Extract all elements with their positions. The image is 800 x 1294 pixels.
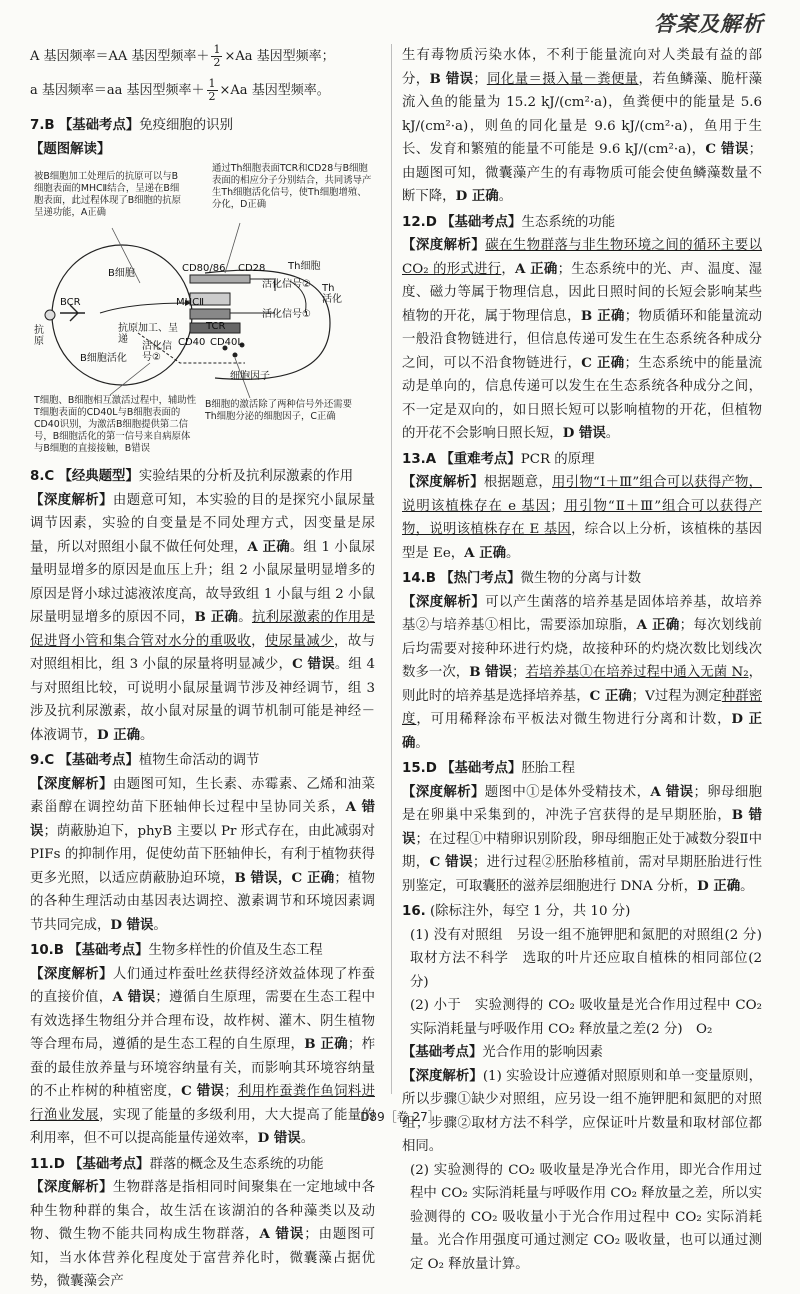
caption-bottom-left: T细胞、B细胞相互激活过程中，辅助性T细胞表面的CD40L与B细胞表面的CD40识别，为激活B细胞提供第二信号，B细胞活化的第一信号来自病原体与B细胞的直接接触，B错误 — [34, 395, 197, 454]
verdict: A 正确 — [636, 617, 680, 633]
analysis-tag: 【深度解析】 — [402, 594, 486, 610]
label-b-cell: B细胞 — [108, 268, 135, 279]
caption-top-left: 被B细胞加工处理后的抗原可以与B细胞表面的MHCⅡ结合，呈递在B细胞表面，此过程体现了B细胞的抗原呈递功能，A正确 — [34, 171, 182, 218]
text-span: ，故与对照组相比，组 3 小鼠的尿量将明显减少， — [30, 633, 376, 672]
verdict: A 错误 — [650, 783, 694, 800]
question-topic: 生态系统的功能 — [521, 214, 616, 230]
label-b-activation: B细胞活化 — [80, 353, 127, 364]
question-topic: PCR 的原理 — [520, 451, 595, 467]
question-10-heading — [30, 939, 375, 963]
figure-interpretation-heading: 【题图解读】 — [30, 141, 111, 157]
text-span: ；Ⅴ过程为测定 — [631, 688, 722, 704]
question-tag: 【重难考点】 — [440, 451, 521, 467]
text-span: ；柞蚕的最佳放养量与环境容纳量有关，而影响其环境容纳量的不止柞树的种植密度， — [30, 1037, 376, 1099]
verdict: D 正确 — [697, 877, 741, 894]
verdict: C 错误 — [429, 854, 473, 870]
verdict: D 错误 — [257, 1130, 301, 1146]
question-15-analysis — [402, 781, 762, 899]
fraction-1 — [211, 44, 222, 69]
underlined-text: 利用柞蚕粪作鱼饲料进行渔业发展 — [30, 1084, 376, 1123]
question-8-heading — [30, 465, 375, 489]
question-tag: 【基础考点】 — [441, 214, 522, 230]
question-number: 13.A — [402, 451, 437, 467]
question-8-analysis — [30, 489, 375, 748]
verdict: D 正确 — [455, 188, 499, 204]
text-span: ；植物的各种生理活动由基因表达调控、激素调节和环境因素调节共同完成， — [30, 870, 376, 933]
text-span: ； — [473, 71, 487, 87]
question-13-analysis — [402, 471, 762, 565]
formula-1-lhs: A 基因频率＝AA 基因型频率＋ — [30, 49, 210, 64]
verdict: D 错误 — [110, 916, 154, 933]
formula-2-rhs: ×Aa 基因型频率。 — [219, 83, 330, 98]
label-cd80-86: CD80/86 — [182, 263, 226, 274]
answer-2: (2) 小于 实验测得的 CO₂ 吸收量是光合作用过程中 CO₂ 实际消耗量与呼吸作用 CO₂ 释放量之差(2 分) O₂ — [410, 998, 762, 1037]
score-note: (除标注外，每空 1 分，共 10 分) — [430, 904, 631, 919]
question-9-heading — [30, 749, 375, 773]
question-16-topic — [402, 1041, 762, 1065]
verdict: A 错误 — [112, 989, 156, 1005]
analysis-tag: 【深度解析】 — [402, 475, 484, 490]
question-number: 11.D — [30, 1156, 65, 1172]
verdict: B 正确 — [304, 1036, 348, 1052]
verdict: D 错误 — [562, 425, 606, 441]
fraction-2-den: 2 — [208, 90, 216, 103]
text-span: ， — [251, 633, 265, 649]
question-topic: 免疫细胞的识别 — [139, 118, 233, 133]
underlined-text: 用引物“Ⅱ＋Ⅲ”组合可以获得产物，说明该植株存在 E 基因 — [402, 498, 762, 537]
question-12-analysis — [402, 234, 762, 446]
question-tag: 【经典题型】 — [58, 469, 139, 484]
verdict: B 错误，C 正确 — [234, 869, 335, 886]
text-span: ；由题图可知，微囊藻产生的有毒物质可能会使鱼鳞藻数量不断下降， — [402, 142, 762, 204]
question-number: 16. — [402, 904, 426, 919]
question-number: 15.D — [402, 761, 437, 776]
label-cd40l: CD40L — [210, 337, 243, 348]
text-span: ；荫蔽胁迫下，phyB 主要以 Pr 形式存在，由此减弱对 PIFs 的抑制作用，促使幼苗下胚轴伸长，有利于植物获得更多光照，以适应荫蔽胁迫环境， — [30, 823, 376, 886]
question-tag: 【基础考点】 — [69, 1156, 150, 1172]
fraction-2-num: 1 — [208, 77, 216, 90]
verdict: B 错误 — [402, 807, 763, 847]
text-span: 生物群落是指相同时间聚集在一定地域中各种生物种群的集合，故生活在该湖泊的各种藻类以及动物、微生物不能共同构成生物群落， — [30, 1180, 376, 1242]
label-mhc: MHCⅡ — [176, 297, 205, 308]
fraction-1-den: 2 — [213, 56, 221, 69]
question-14-heading — [402, 567, 762, 591]
question-9-analysis — [30, 773, 375, 938]
label-tcr: TCR — [206, 321, 226, 332]
text-span: 。 — [140, 727, 154, 743]
verdict: A 正确 — [514, 260, 558, 277]
text-span: ； — [512, 665, 526, 680]
formula-a-small-frequency — [30, 76, 375, 106]
question-7-heading — [30, 114, 375, 138]
question-tag: 【基础考点】 — [58, 753, 139, 768]
underlined-text: 使尿量减少 — [264, 633, 334, 649]
text-span: ； — [224, 1084, 238, 1099]
verdict: B 错误 — [469, 664, 513, 680]
text-span: 根据题意， — [483, 475, 553, 490]
text-span: 。组 4 与对照组比较，可说明小鼠尿量调节涉及神经调节，组 3 涉及抗利尿激素，故小鼠对尿量的调节机制可能是神经－体液调节， — [30, 657, 376, 743]
label-antigen: 抗原 — [34, 325, 44, 347]
question-11-continued — [402, 44, 762, 209]
underlined-text: 用引物“Ⅰ＋Ⅲ”组合可以获得产物，说明该植株存在 e 基因 — [402, 475, 762, 514]
analysis-tag: 【深度解析】 — [402, 1068, 483, 1084]
question-topic: 光合作用的影响因素 — [482, 1045, 603, 1060]
text-span: 。 — [505, 545, 520, 561]
verdict: C 错误 — [181, 1083, 225, 1099]
label-th-activation: Th活化 — [322, 283, 342, 305]
verdict: A 正确 — [247, 538, 290, 555]
answer-1: (1) 没有对照组 另设一组不施钾肥和氮肥的对照组(2 分) 取材方法不科学 选取的叶片还应取自植株的相同部位(2 分) — [410, 927, 776, 990]
verdict: D 正确 — [402, 711, 763, 751]
question-15-heading — [402, 757, 762, 781]
text-span: ，则此时的培养基是选择培养基， — [402, 665, 763, 704]
question-11-heading — [30, 1153, 375, 1177]
text-span: 由题图可知，生长素、赤霉素、乙烯和油菜素甾醇在调控幼苗下胚轴伸长过程中呈协同关系， — [30, 776, 376, 815]
verdict: C 正确 — [581, 354, 625, 371]
text-span: 。 — [605, 426, 620, 441]
text-span: ，实现了能量的多级利用，大大提高了能量的利用率，但不可以提高能量传递效率， — [30, 1107, 376, 1146]
text-span: ， — [501, 261, 515, 277]
question-number: 8.C — [30, 469, 55, 484]
question-tag: 【基础考点】 — [68, 943, 149, 958]
question-tag: 【基础考点】 — [58, 118, 140, 133]
verdict: C 错误 — [705, 141, 749, 157]
header-title: 答案及解析 — [654, 12, 764, 36]
label-activation-signal: 活化信号② — [142, 341, 172, 363]
right-column — [402, 44, 776, 1276]
verdict: B 正确 — [580, 307, 625, 324]
verdict: B 错误 — [429, 70, 474, 87]
question-topic: 群落的概念及生态系统的功能 — [149, 1156, 324, 1172]
analysis-tag: 【深度解析】 — [402, 238, 486, 253]
label-th-cell: Th细胞 — [288, 261, 321, 272]
text-span: ；物质循环和能量流动一般沿食物链进行，但信息传递可发生在生态系统各种成分之间，可以不沿食物链进行， — [402, 308, 763, 371]
b-cell-shape — [52, 245, 192, 385]
text-span: 。 — [498, 189, 513, 204]
text-span: ；进行过程②胚胎移植前，需对早期胚胎进行性别鉴定，可取囊胚的滋养层细胞进行 DNA 分析， — [402, 855, 763, 894]
text-span: ；卵母细胞是在卵巢中采集到的，冲洗子宫获得的是早期胚胎， — [402, 784, 763, 823]
text-span: ，综合以上分析，该植株的基因型是 Ee， — [402, 522, 762, 561]
question-number: 7.B — [30, 118, 55, 133]
fraction-2 — [207, 78, 218, 103]
text-span: 。 — [740, 878, 754, 894]
question-topic: 实验结果的分析及抗利尿激素的作用 — [138, 469, 354, 484]
formula-1-rhs: ×Aa 基因型频率； — [224, 49, 335, 64]
question-number: 9.C — [30, 753, 55, 768]
verdict: C 正确 — [589, 687, 632, 704]
text-span: ，若鱼鳞藻、脆杆藻流入鱼的能量为 15.2 kJ/(cm²·a)，鱼粪便中的能量是 5.6 kJ/(cm²·a)，则鱼的同化量是 9.6 kJ/(cm²·a)，鱼用于生长、发育和繁殖的能量不可能是 9.6 kJ/(cm²·a)， — [402, 71, 763, 157]
label-signal-1: 活化信号① — [262, 309, 311, 320]
formula-a-frequency — [30, 42, 375, 72]
text-span: 由题意可知，本实验的目的是探究小鼠尿量调节因素，实验的自变量是不同处理方式，因变量是尿量，所以对照组小鼠不做任何处理， — [30, 492, 376, 555]
text-span: (1) 实验设计应遵循对照原则和单一变量原则，所以步骤①缺少对照组，应另设一组不施钾肥和氮肥的对照组；步骤②取材方法不科学，应保证叶片数量和取材部位都相同。 — [402, 1068, 762, 1154]
underlined-text: 抗利尿激素的作用是促进肾小管和集合管对水分的重吸收 — [30, 610, 376, 649]
question-tag: 【基础考点】 — [402, 1045, 483, 1060]
question-number: 14.B — [402, 571, 436, 586]
text-span: ； — [550, 498, 564, 514]
text-span: ；生态系统中的能量流动是单向的，信息传递可以发生在生态系统各种成分之间，不一定是双向的，如日照长短可以影响植物的开花，但植物的开花不会影响日照长短， — [402, 355, 763, 441]
question-13-heading — [402, 448, 762, 472]
antigen-shape — [45, 310, 55, 320]
formula-2-lhs: a 基因频率＝aa 基因型频率＋ — [30, 83, 205, 98]
underlined-text: 同化量＝摄入量－粪便量 — [486, 71, 639, 87]
text-span: 人们通过柞蚕吐丝获得经济效益体现了柞蚕的直接价值， — [30, 966, 376, 1005]
analysis-tag: 【深度解析】 — [30, 492, 113, 508]
text-span: 题图中①是体外受精技术， — [484, 784, 651, 800]
text-span: ；遵循自生原理，需要在生态工程中有效选择生物组分并合理布设，故柞树、灌木、阴生植物等合理布局，遵循的是生态工程的自生原理， — [30, 990, 375, 1052]
verdict: A 正确 — [464, 544, 506, 561]
verdict: D 正确 — [96, 726, 141, 743]
caption-top-right: 通过Th细胞表面TCR和CD28与B细胞表面的相应分子分别结合，共同诱导产生Th细胞活化信号，使Th细胞增殖、分化，D正确 — [212, 163, 372, 210]
question-number: 10.B — [30, 943, 64, 958]
verdict: A 错误 — [30, 799, 375, 839]
column-divider — [391, 44, 392, 1094]
label-cd28: CD28 — [238, 263, 266, 274]
question-topic: 微生物的分离与计数 — [520, 571, 642, 586]
fraction-1-num: 1 — [213, 43, 221, 56]
question-topic: 胚胎工程 — [521, 761, 576, 776]
question-11-analysis — [30, 1176, 375, 1294]
tcr-bar — [190, 309, 230, 319]
question-topic: 植物生命活动的调节 — [138, 753, 260, 768]
text-span: ；在过程①中精卵识别阶段，卵母细胞正处于减数分裂Ⅱ中期， — [402, 831, 762, 870]
underlined-text: 碳在生物群落与非生物环境之间的循环主要以 CO₂ 的形式进行 — [402, 238, 762, 277]
cd80-bar — [190, 275, 250, 283]
question-tag: 【基础考点】 — [441, 761, 522, 776]
analysis-tag: 【深度解析】 — [30, 1180, 113, 1195]
question-12-heading — [402, 211, 762, 235]
text-span: ；每次划线前后均需要对接种环进行灼烧，故接种环的灼烧次数比划线次数多一次， — [402, 618, 763, 680]
verdict: B 正确 — [194, 609, 239, 625]
immune-cell-diagram — [30, 163, 375, 463]
text-span: ；生态系统中的光、声、温度、湿度、磁力等属于物理信息，因此日照时间的长短会影响某些植物的开花，属于物理信息， — [402, 261, 763, 324]
underlined-text: 若培养基①在培养过程中通入无菌 N₂ — [525, 665, 749, 680]
left-column — [30, 42, 375, 1294]
text-span: 。 — [153, 917, 167, 933]
page-number: D89［卷 27］ — [360, 1110, 440, 1124]
text-span: ；由题图可知，当水体营养化程度处于富营养化时，微囊藻占据优势，微囊藻会产 — [30, 1227, 376, 1289]
analysis-tag: 【深度解析】 — [30, 776, 113, 792]
verdict: C 错误 — [292, 656, 335, 672]
label-bcr: BCR — [60, 297, 81, 308]
caption-bottom-right: B细胞的激活除了两种信号外还需要Th细胞分泌的细胞因子，C正确 — [205, 399, 353, 422]
question-number: 12.D — [402, 214, 437, 230]
question-16-heading — [402, 900, 762, 924]
label-cd40: CD40 — [178, 337, 206, 348]
analysis-tag: 【深度解析】 — [30, 966, 113, 982]
verdict: A 错误 — [259, 1226, 305, 1242]
question-tag: 【热门考点】 — [440, 571, 521, 586]
question-topic: 生物多样性的价值及生态工程 — [148, 943, 323, 958]
text-span: 。 — [300, 1131, 315, 1146]
text-span: 。 — [238, 610, 252, 625]
question-14-analysis — [402, 591, 762, 756]
underlined-text: 种群密度 — [402, 688, 763, 727]
label-cytokine: 细胞因子 — [230, 371, 270, 382]
text-span: ，可用稀释涂布平板法对微生物进行分离和计数， — [416, 712, 732, 727]
question-16-analysis-2: (2) 实验测得的 CO₂ 吸收量是净光合作用，即光合作用过程中 CO₂ 实际消耗量与呼吸作用 CO₂ 释放量之差，所以实验测得的 CO₂ 吸收量小于光合作用过程中 CO₂ 实际消耗量。光合作用强度可通过测定 CO₂ 吸收量，也可以通过测定 O₂ 释放量计算。 — [410, 1162, 762, 1272]
analysis-tag: 【深度解析】 — [402, 784, 485, 800]
label-processing: 抗原加工、呈递 — [118, 323, 178, 345]
text-span: 。组 1 小鼠尿量明显增多的原因是血压上升；组 2 小鼠尿量明显增多的原因是肾小球过滤液浓度高，故导致组 1 小鼠与组 2 小鼠尿量明显增多的原因不同， — [30, 539, 375, 625]
text-span: 生有毒物质污染水体，不利于能量流向对人类最有益的部分， — [402, 48, 762, 87]
text-span: 可以产生菌落的培养基是固体培养基，故培养基②与培养基①相比，需要添加琼脂， — [402, 594, 762, 633]
label-signal-2: 活化信号② — [262, 279, 311, 290]
text-span: 。 — [415, 735, 429, 751]
